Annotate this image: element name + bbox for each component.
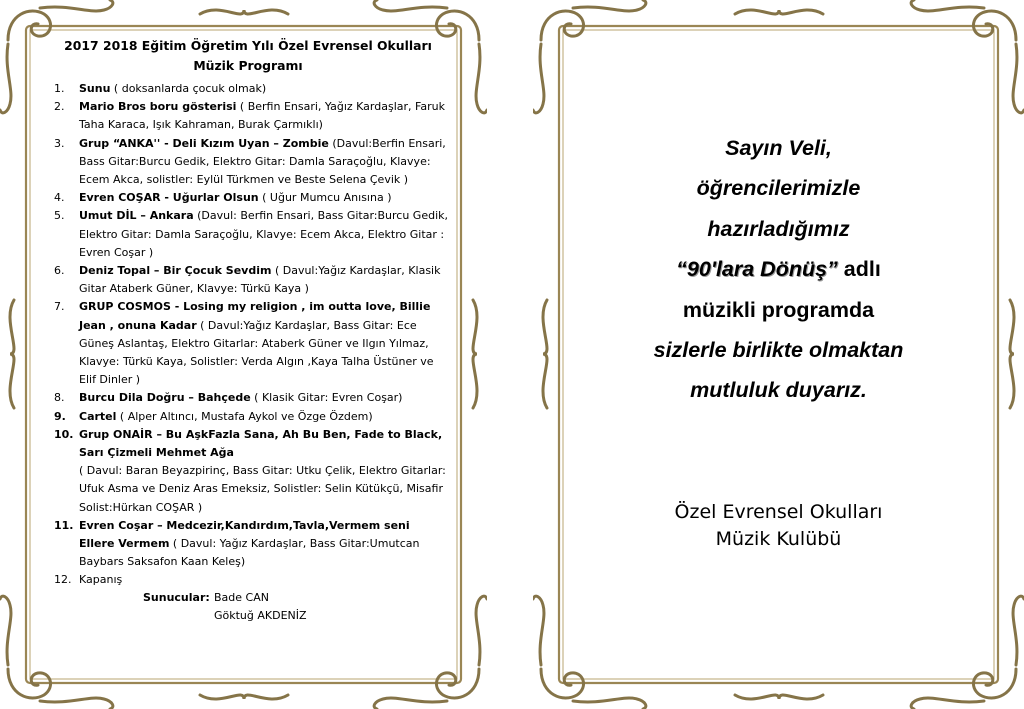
presenters-label: Sunucular:	[143, 590, 210, 604]
program-item	[48, 298, 448, 389]
program-item	[48, 207, 448, 262]
item-title: Grup “ANKA'' - Deli Kızım Uyan – Zombie	[79, 136, 329, 150]
item-details: ( Davul: Baran Beyazpirinç, Bass Gitar: Utku Çelik, Elektro Gitarlar: Ufuk Asma ve Deniz Aras Emeksiz, Solistler: Selin Kütükçü, Misafir Solist:Hürkan COŞAR )	[79, 464, 446, 514]
program-list	[48, 80, 448, 590]
program-title	[48, 36, 448, 76]
invitation-content	[533, 128, 1024, 553]
item-details: (Davul:Berfin Ensari, Bass Gitar:Burcu Gedik, Elektro Gitar: Damla Saraçoğlu, Klavye: Ecem Akca, solistler: Eylül Türkmen ve Beste Selena Çevik )	[79, 136, 446, 187]
invite-line: Sayın Veli,	[725, 136, 832, 160]
item-details: ( doksanlarda çocuk olmak)	[110, 82, 267, 95]
item-details: ( Berfin Ensari, Yağız Kardaşlar, Faruk Taha Karaca, Işık Kahraman, Burak Çarmıklı)	[79, 100, 445, 132]
program-item	[48, 571, 448, 589]
club-signature	[533, 499, 1024, 553]
item-title: Cartel	[79, 409, 117, 423]
title-line-1: 2017 2018 Eğitim Öğretim Yılı Özel Evrensel Okulları	[64, 38, 432, 53]
item-number: 4.	[54, 191, 65, 205]
program-item	[48, 389, 448, 407]
item-title: Deniz Topal – Bir Çocuk Sevdim	[79, 264, 272, 278]
item-number: 1.	[54, 82, 65, 95]
program-item	[48, 426, 448, 517]
program-page	[0, 0, 487, 709]
program-item	[48, 408, 448, 426]
item-number: 11.	[54, 518, 74, 532]
item-number: 3.	[54, 136, 65, 150]
item-title: Grup ONAİR – Bu AşkFazla Sana, Ah Bu Ben, Fade to Black, Sarı Çizmeli Mehmet Ağa	[79, 427, 443, 460]
item-details: ( Davul:Yağız Kardaşlar, Klasik Gitar Ataberk Güner, Klavye: Türkü Kaya )	[79, 264, 441, 296]
item-details: ( Uğur Mumcu Anısına )	[258, 191, 392, 205]
invitation-page	[533, 0, 1024, 709]
invite-line: öğrencilerimizle	[696, 176, 861, 201]
item-title: Evren Coşar – Medcezir,Kandırdım,Tavla,Vermem seni Ellere Vermem	[79, 518, 410, 551]
item-title: Umut DİL – Ankara	[79, 209, 194, 223]
presenter-name: Bade CAN	[214, 590, 269, 604]
program-content	[48, 36, 448, 625]
item-number: 5.	[54, 209, 65, 223]
program-item	[48, 80, 448, 98]
event-title: “90'lara Dönüş”	[676, 257, 838, 282]
item-number: 9.	[54, 409, 66, 423]
program-item	[48, 189, 448, 207]
invite-line: sizlerle birlikte olmaktan	[653, 338, 904, 363]
item-number: 2.	[54, 100, 65, 114]
item-title: Burcu Dila Doğru – Bahçede	[79, 391, 251, 405]
title-line-2: Müzik Programı	[193, 58, 303, 73]
invite-line: mutluluk duyarız.	[690, 378, 867, 403]
program-item	[48, 135, 448, 190]
invite-text-fragment: adlı	[837, 257, 881, 282]
club-line: Özel Evrensel Okulları	[674, 500, 883, 523]
item-number: 6.	[54, 264, 65, 278]
item-details: ( Davul:Yağız Kardaşlar, Bass Gitar: Ece Güneş Aslantaş, Elektro Gitarlar: Ataberk Güner ve Ilgın Yılmaz, Klavye: Türkü Kaya, Solistler: Verda Algın ,Kaya Talha Üstüner ve Elif Dinler )	[79, 318, 434, 387]
invite-line	[533, 249, 1024, 289]
item-number: 10.	[54, 427, 74, 441]
item-details: ( Alper Altıncı, Mustafa Aykol ve Özge Özdem)	[116, 409, 373, 423]
item-number: 8.	[54, 391, 65, 405]
presenters	[48, 589, 448, 625]
item-details: Kapanış	[79, 573, 123, 587]
item-number: 12.	[54, 573, 72, 587]
item-title: Mario Bros boru gösterisi	[79, 100, 237, 114]
presenter-name: Göktuğ AKDENİZ	[214, 608, 307, 622]
item-title: GRUP COSMOS - Losing my religion , im outta love, Billie Jean , onuna Kadar	[79, 300, 431, 332]
program-item	[48, 517, 448, 572]
item-details: ( Klasik Gitar: Evren Coşar)	[250, 391, 403, 405]
item-number: 7.	[54, 300, 65, 314]
item-details: ( Davul: Yağız Kardaşlar, Bass Gitar:Umutcan Baybars Saksafon Kaan Keleş)	[79, 537, 420, 569]
program-item	[48, 98, 448, 134]
invite-line: hazırladığımız	[707, 216, 850, 241]
invitation-text	[533, 128, 1024, 411]
item-details: (Davul: Berfin Ensari, Bass Gitar:Burcu Gedik, Elektro Gitar: Damla Saraçoğlu, Klavye: Ecem Akca, Elektro Gitar : Evren Coşar )	[79, 209, 449, 259]
program-item	[48, 262, 448, 298]
presenters-names	[214, 589, 307, 625]
item-title: Sunu	[79, 82, 111, 95]
item-title: Evren COŞAR - Uğurlar Olsun	[79, 191, 259, 205]
invite-line: müzikli programda	[682, 297, 875, 322]
club-line: Müzik Kulübü	[715, 527, 842, 550]
